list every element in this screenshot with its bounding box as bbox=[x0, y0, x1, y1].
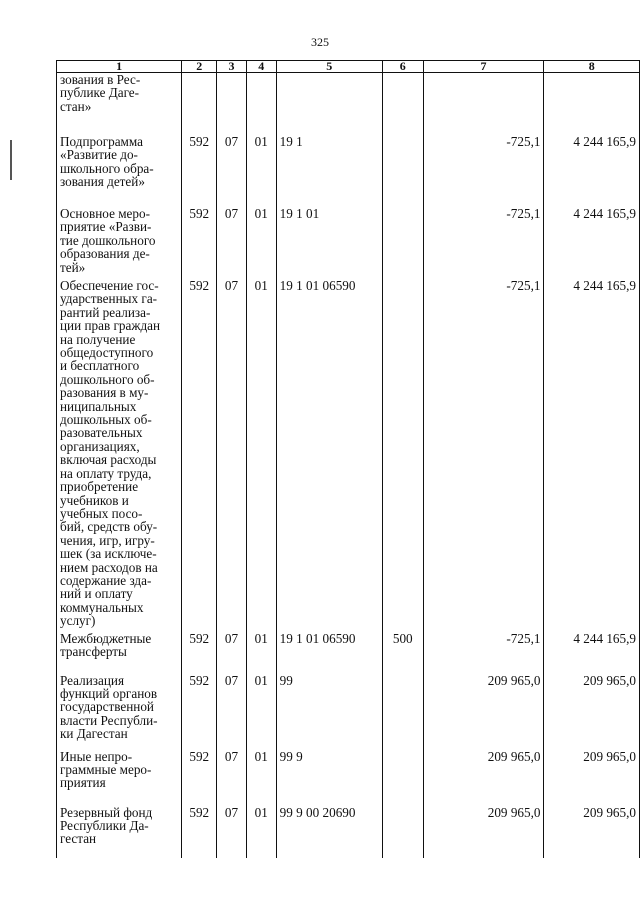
cell-target-article: 19 1 01 bbox=[276, 203, 382, 277]
cell-change-amount: 209 965,0 bbox=[423, 748, 544, 804]
col-header-7: 7 bbox=[423, 61, 544, 73]
table-row bbox=[57, 277, 640, 628]
cell-expense-type bbox=[382, 277, 423, 628]
cell-change-amount: 209 965,0 bbox=[423, 670, 544, 748]
cell-expense-type bbox=[382, 131, 423, 203]
cell-subsection: 01 bbox=[246, 670, 276, 748]
budget-table bbox=[56, 60, 640, 858]
cell-expense-type bbox=[382, 670, 423, 748]
col-header-8: 8 bbox=[544, 61, 640, 73]
table-row bbox=[57, 628, 640, 670]
cell-total-amount: 209 965,0 bbox=[544, 804, 640, 858]
cell-expense-type bbox=[382, 804, 423, 858]
table-row bbox=[57, 670, 640, 748]
cell-target-article: 19 1 bbox=[276, 131, 382, 203]
cell-section: 07 bbox=[217, 670, 247, 748]
cell-target-article: 99 9 00 20690 bbox=[276, 804, 382, 858]
cell-total-amount bbox=[544, 73, 640, 132]
table-row bbox=[57, 131, 640, 203]
col-header-4: 4 bbox=[246, 61, 276, 73]
cell-change-amount: -725,1 bbox=[423, 277, 544, 628]
cell-ministry: 592 bbox=[182, 628, 217, 670]
cell-expense-type bbox=[382, 748, 423, 804]
cell-target-article: 99 bbox=[276, 670, 382, 748]
cell-target-article: 99 9 bbox=[276, 748, 382, 804]
cell-ministry: 592 bbox=[182, 670, 217, 748]
cell-ministry bbox=[182, 73, 217, 132]
cell-subsection: 01 bbox=[246, 131, 276, 203]
cell-change-amount: 209 965,0 bbox=[423, 804, 544, 858]
cell-ministry: 592 bbox=[182, 203, 217, 277]
cell-name: зования в Рес- публике Даге- стан» bbox=[57, 73, 182, 132]
cell-target-article bbox=[276, 73, 382, 132]
cell-total-amount: 4 244 165,9 bbox=[544, 628, 640, 670]
cell-section: 07 bbox=[217, 748, 247, 804]
cell-change-amount: -725,1 bbox=[423, 131, 544, 203]
cell-section bbox=[217, 73, 247, 132]
cell-name: Подпрограмма «Развитие до- школьного обра- зования детей» bbox=[57, 131, 182, 203]
table-row bbox=[57, 73, 640, 132]
cell-name: Основное меро- приятие «Разви- тие дошкольного образования де- тей» bbox=[57, 203, 182, 277]
cell-section: 07 bbox=[217, 804, 247, 858]
cell-total-amount: 4 244 165,9 bbox=[544, 203, 640, 277]
cell-section: 07 bbox=[217, 277, 247, 628]
cell-section: 07 bbox=[217, 628, 247, 670]
cell-change-amount bbox=[423, 73, 544, 132]
cell-ministry: 592 bbox=[182, 277, 217, 628]
col-header-2: 2 bbox=[182, 61, 217, 73]
scan-margin-mark bbox=[10, 140, 12, 180]
cell-name: Иные непро- граммные меро- приятия bbox=[57, 748, 182, 804]
cell-subsection: 01 bbox=[246, 277, 276, 628]
cell-total-amount: 4 244 165,9 bbox=[544, 131, 640, 203]
col-header-5: 5 bbox=[276, 61, 382, 73]
cell-section: 07 bbox=[217, 131, 247, 203]
cell-name: Межбюджетные трансферты bbox=[57, 628, 182, 670]
table-row bbox=[57, 804, 640, 858]
cell-name: Реализация функций органов государственной власти Республи- ки Дагестан bbox=[57, 670, 182, 748]
cell-subsection bbox=[246, 73, 276, 132]
col-header-6: 6 bbox=[382, 61, 423, 73]
cell-change-amount: -725,1 bbox=[423, 628, 544, 670]
cell-section: 07 bbox=[217, 203, 247, 277]
cell-subsection: 01 bbox=[246, 804, 276, 858]
cell-total-amount: 4 244 165,9 bbox=[544, 277, 640, 628]
header-row bbox=[57, 61, 640, 73]
cell-name: Резервный фонд Республики Да- гестан bbox=[57, 804, 182, 858]
cell-total-amount: 209 965,0 bbox=[544, 748, 640, 804]
cell-ministry: 592 bbox=[182, 804, 217, 858]
cell-ministry: 592 bbox=[182, 131, 217, 203]
cell-subsection: 01 bbox=[246, 748, 276, 804]
cell-change-amount: -725,1 bbox=[423, 203, 544, 277]
cell-subsection: 01 bbox=[246, 628, 276, 670]
cell-total-amount: 209 965,0 bbox=[544, 670, 640, 748]
table-row bbox=[57, 203, 640, 277]
table-row bbox=[57, 748, 640, 804]
cell-expense-type: 500 bbox=[382, 628, 423, 670]
cell-expense-type bbox=[382, 73, 423, 132]
col-header-3: 3 bbox=[217, 61, 247, 73]
cell-expense-type bbox=[382, 203, 423, 277]
cell-subsection: 01 bbox=[246, 203, 276, 277]
page-number: 325 bbox=[311, 35, 329, 49]
cell-ministry: 592 bbox=[182, 748, 217, 804]
col-header-1: 1 bbox=[57, 61, 182, 73]
cell-name: Обеспечение гос- ударственных га- рантий реализа- ции прав граждан на получение общедоступного и бесплатного дошкольного об- разования в му- ниципальных дошкольных об- разовательных организациях, включая расходы на оплату труда, приобретение учебников и учебных посо- бий, средств обу- чения, игр, игру- шек (за исключе- нием расходов на содержание зда- ний и оплату коммунальных услуг) bbox=[57, 277, 182, 628]
cell-target-article: 19 1 01 06590 bbox=[276, 628, 382, 670]
cell-target-article: 19 1 01 06590 bbox=[276, 277, 382, 628]
